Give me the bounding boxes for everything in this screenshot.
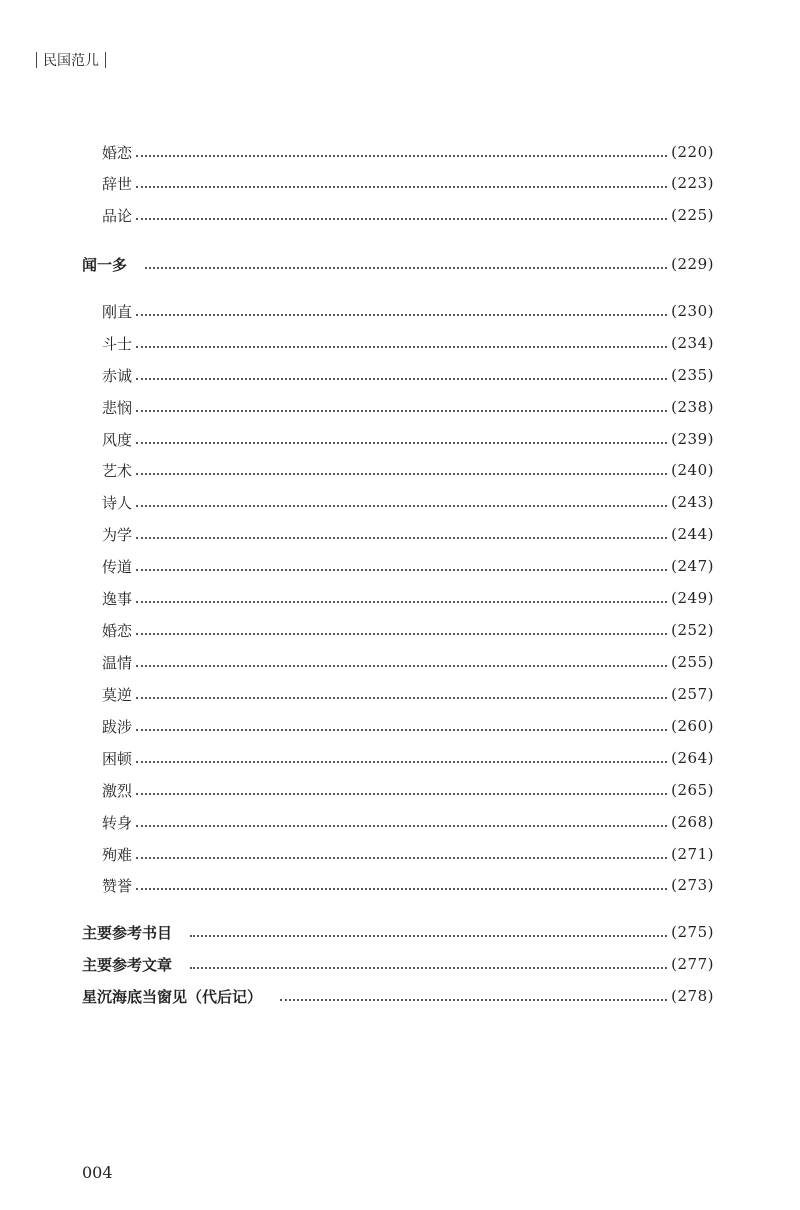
toc-entry-title: 风度	[102, 430, 133, 449]
toc-entry-title: 困顿	[102, 749, 133, 768]
dot-leader	[136, 186, 667, 188]
toc-entry[interactable]	[102, 746, 714, 770]
toc-entry-page: (225)	[671, 206, 714, 224]
toc-entry-page: (277)	[671, 955, 714, 973]
toc-entry[interactable]	[102, 714, 714, 738]
toc-entry[interactable]	[102, 810, 714, 834]
toc-entry-page: (255)	[671, 653, 714, 671]
dot-leader	[136, 729, 667, 731]
dot-leader	[136, 761, 667, 763]
dot-leader	[136, 697, 667, 699]
toc-entry[interactable]	[102, 140, 714, 164]
toc-entry-page: (220)	[671, 143, 714, 161]
toc-entry-page: (252)	[671, 621, 714, 639]
dot-leader	[136, 665, 667, 667]
dot-leader	[136, 155, 667, 157]
toc-entry-title: 殉难	[102, 845, 133, 864]
toc-entry-page: (243)	[671, 493, 714, 511]
dot-leader	[136, 442, 667, 444]
toc-entry-page: (265)	[671, 781, 714, 799]
toc-entry-title: 诗人	[102, 493, 133, 512]
toc-entry-title: 闻一多	[82, 255, 128, 274]
toc-entry[interactable]	[102, 490, 714, 514]
toc-entry[interactable]	[102, 586, 714, 610]
toc-entry-page: (271)	[671, 845, 714, 863]
toc-entry[interactable]	[102, 650, 714, 674]
toc-entry[interactable]	[102, 873, 714, 897]
toc-entry-title: 温情	[102, 653, 133, 672]
toc-section-entry[interactable]	[82, 952, 714, 976]
toc-entry-title: 婚恋	[102, 621, 133, 640]
dot-leader	[136, 473, 667, 475]
toc-entry-title: 逸事	[102, 589, 133, 608]
toc-entry-page: (229)	[671, 255, 714, 273]
toc-entry-page: (249)	[671, 589, 714, 607]
dot-leader	[136, 569, 667, 571]
toc-entry[interactable]	[102, 618, 714, 642]
running-header	[36, 50, 106, 70]
toc-section-entry[interactable]	[82, 984, 714, 1008]
toc-entry[interactable]	[102, 554, 714, 578]
toc-entry[interactable]	[102, 778, 714, 802]
toc-entry-title: 赞誉	[102, 876, 133, 895]
toc-section-entry[interactable]	[82, 252, 714, 276]
toc-entry-page: (238)	[671, 398, 714, 416]
dot-leader	[136, 857, 667, 859]
toc-entry-title: 艺术	[102, 461, 133, 480]
toc-entry-title: 传道	[102, 557, 133, 576]
toc-entry-title: 婚恋	[102, 143, 133, 162]
toc-entry-title: 斗士	[102, 334, 133, 353]
dot-leader	[280, 999, 667, 1001]
toc-entry-title: 主要参考书目	[82, 923, 173, 942]
toc-entry[interactable]	[102, 842, 714, 866]
header-right-rule	[105, 52, 106, 68]
toc-entry[interactable]	[102, 299, 714, 323]
toc-entry-page: (234)	[671, 334, 714, 352]
dot-leader	[136, 537, 667, 539]
dot-leader	[136, 793, 667, 795]
toc-entry-title: 悲悯	[102, 398, 133, 417]
dot-leader	[136, 601, 667, 603]
toc-entry[interactable]	[102, 395, 714, 419]
dot-leader	[136, 825, 667, 827]
dot-leader	[136, 633, 667, 635]
toc-entry-title: 品论	[102, 206, 133, 225]
toc-entry-page: (264)	[671, 749, 714, 767]
toc-entry-title: 辞世	[102, 174, 133, 193]
dot-leader	[136, 505, 667, 507]
toc-entry[interactable]	[102, 522, 714, 546]
toc-entry-title: 转身	[102, 813, 133, 832]
dot-leader	[190, 935, 667, 937]
toc-entry[interactable]	[102, 682, 714, 706]
dot-leader	[136, 888, 667, 890]
toc-entry-page: (235)	[671, 366, 714, 384]
toc-entry-page: (244)	[671, 525, 714, 543]
toc-entry-title: 莫逆	[102, 685, 133, 704]
toc-entry[interactable]	[102, 363, 714, 387]
dot-leader	[145, 267, 667, 269]
toc-entry[interactable]	[102, 427, 714, 451]
dot-leader	[136, 410, 667, 412]
toc-entry-page: (275)	[671, 923, 714, 941]
running-title: 民国范儿	[43, 53, 99, 69]
toc-entry[interactable]	[102, 458, 714, 482]
toc-entry-title: 星沉海底当窗见（代后记）	[82, 987, 263, 1006]
toc-entry-page: (240)	[671, 461, 714, 479]
toc-entry-page: (223)	[671, 174, 714, 192]
toc-entry[interactable]	[102, 203, 714, 227]
dot-leader	[136, 378, 667, 380]
dot-leader	[136, 314, 667, 316]
dot-leader	[190, 967, 667, 969]
toc-entry-page: (268)	[671, 813, 714, 831]
toc-entry-title: 跋涉	[102, 717, 133, 736]
toc-entry-page: (230)	[671, 302, 714, 320]
toc-entry-page: (239)	[671, 430, 714, 448]
toc-entry-page: (247)	[671, 557, 714, 575]
toc-entry-title: 为学	[102, 525, 133, 544]
page-number: 004	[82, 1163, 113, 1182]
toc-entry-title: 激烈	[102, 781, 133, 800]
header-left-rule	[36, 52, 37, 68]
toc-entry[interactable]	[102, 171, 714, 195]
toc-entry-title: 主要参考文章	[82, 955, 173, 974]
toc-entry-title: 刚直	[102, 302, 133, 321]
toc-entry-page: (278)	[671, 987, 714, 1005]
toc-entry[interactable]	[102, 331, 714, 355]
toc-entry-page: (273)	[671, 876, 714, 894]
dot-leader	[136, 218, 667, 220]
toc-entry-page: (260)	[671, 717, 714, 735]
toc-entry-title: 赤诚	[102, 366, 133, 385]
toc-section-entry[interactable]	[82, 920, 714, 944]
toc-entry-page: (257)	[671, 685, 714, 703]
dot-leader	[136, 346, 667, 348]
